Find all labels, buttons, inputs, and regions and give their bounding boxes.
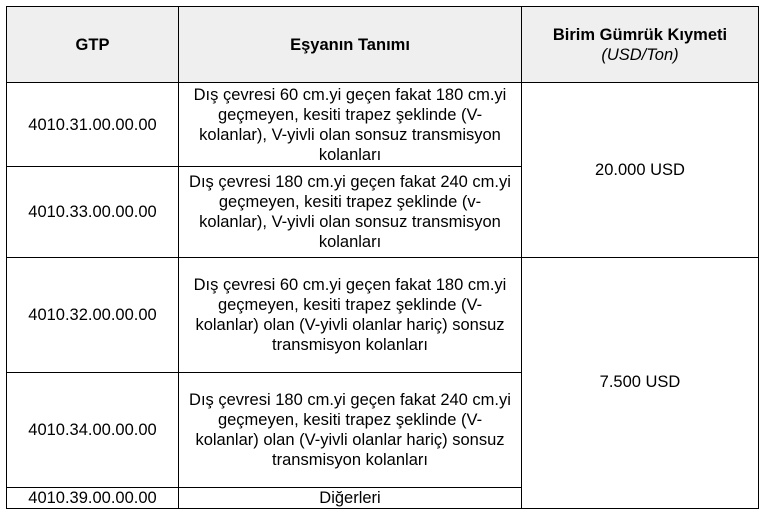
- table-row: [7, 83, 759, 167]
- customs-value-table: [6, 6, 759, 509]
- gtp-code: 4010.32.00.00.00: [7, 258, 179, 373]
- gtp-code: 4010.31.00.00.00: [7, 83, 179, 167]
- table-row: [7, 258, 759, 373]
- gtp-code: 4010.34.00.00.00: [7, 373, 179, 488]
- header-description: Eşyanın Tanımı: [179, 7, 522, 83]
- unit-customs-value: 7.500 USD: [522, 258, 759, 509]
- goods-description: Diğerleri: [179, 488, 522, 509]
- header-value-title: Birim Gümrük Kıymeti: [552, 25, 728, 44]
- goods-description: Dış çevresi 180 cm.yi geçen fakat 240 cm.yi geçmeyen, kesiti trapez şeklinde (V-kolanlar) olan (V-yivli olanlar hariç) sonsuz transmisyon kolanları: [179, 373, 522, 488]
- goods-description: Dış çevresi 180 cm.yi geçen fakat 240 cm.yi geçmeyen, kesiti trapez şeklinde (v-kolanlar), V-yivli olan sonsuz transmisyon kolanları: [179, 167, 522, 258]
- gtp-code: 4010.33.00.00.00: [7, 167, 179, 258]
- table-header-row: [7, 7, 759, 83]
- gtp-code: 4010.39.00.00.00: [7, 488, 179, 509]
- header-unit-customs-value: [522, 7, 759, 83]
- unit-customs-value: 20.000 USD: [522, 83, 759, 258]
- header-gtp: GTP: [7, 7, 179, 83]
- goods-description: Dış çevresi 60 cm.yi geçen fakat 180 cm.yi geçmeyen, kesiti trapez şeklinde (V-kolanlar), V-yivli olan sonsuz transmisyon kolanları: [179, 83, 522, 167]
- goods-description: Dış çevresi 60 cm.yi geçen fakat 180 cm.yi geçmeyen, kesiti trapez şeklinde (V-kolanlar) olan (V-yivli olanlar hariç) sonsuz transmisyon kolanları: [179, 258, 522, 373]
- header-value-unit: (USD/Ton): [601, 45, 679, 64]
